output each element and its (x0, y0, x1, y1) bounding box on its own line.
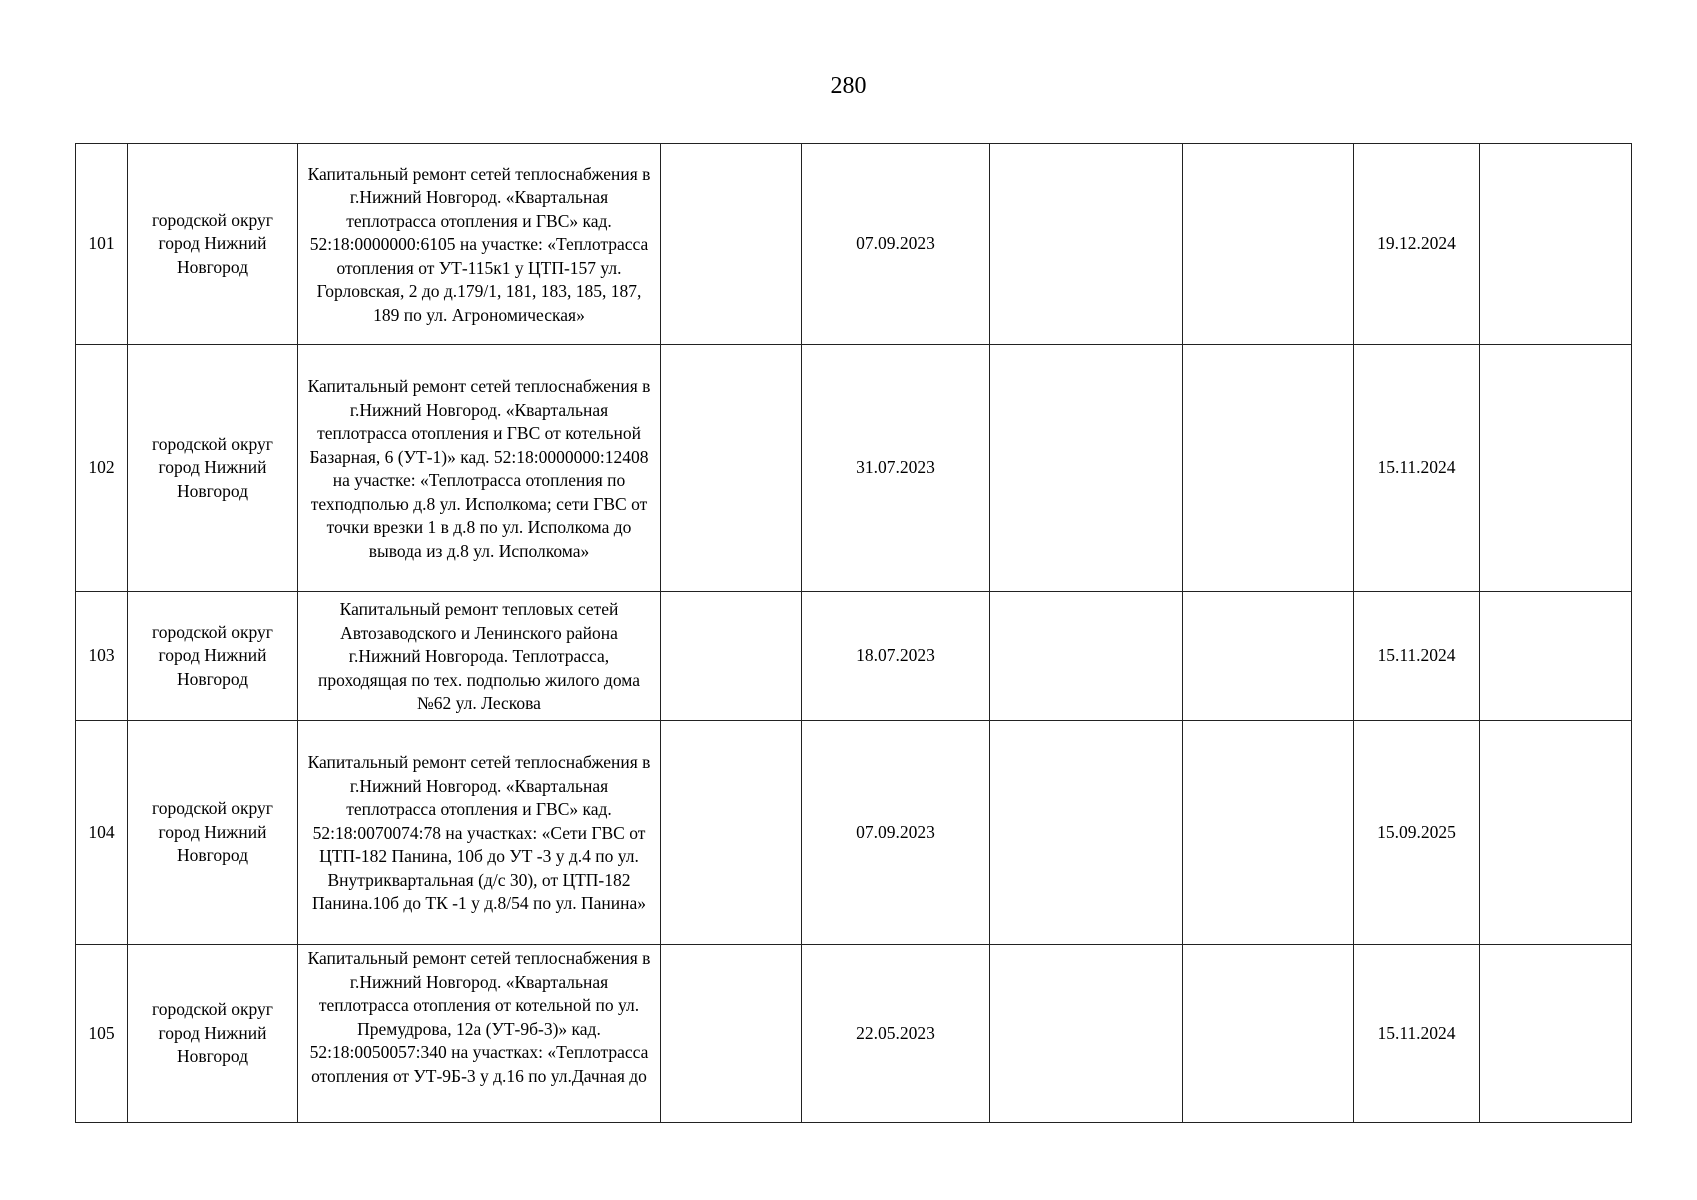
description-cell: Капитальный ремонт сетей теплоснабжения в г.Нижний Новгород. «Квартальная теплотрасса отопления и ГВС» кад. 52:18:0070074:78 на участках: «Сети ГВС от ЦТП-182 Панина, 10б до УТ -3 у д.4 по ул. Внутриквартальная (д/с 30), от ЦТП-182 Панина.10б до ТК -1 у д.8/54 по ул. Панина» (298, 721, 661, 945)
table-row (76, 721, 1632, 945)
empty-cell (1480, 945, 1632, 1123)
end-date-cell: 15.11.2024 (1354, 345, 1480, 592)
empty-cell (1183, 721, 1354, 945)
empty-cell (990, 945, 1183, 1123)
table-row (76, 945, 1632, 1123)
table-row (76, 592, 1632, 721)
empty-cell (1183, 144, 1354, 345)
end-date-cell: 15.09.2025 (1354, 721, 1480, 945)
row-number-cell: 101 (76, 144, 128, 345)
start-date-cell: 31.07.2023 (802, 345, 990, 592)
description-cell: Капитальный ремонт сетей теплоснабжения в г.Нижний Новгород. «Квартальная теплотрасса отопления и ГВС» кад. 52:18:0000000:6105 на участке: «Теплотрасса отопления от УТ-115к1 у ЦТП-157 ул. Горловская, 2 до д.179/1, 181, 183, 185, 187, 189 по ул. Агрономическая» (298, 144, 661, 345)
municipality-cell: городской округ город Нижний Новгород (128, 592, 298, 721)
row-number-cell: 104 (76, 721, 128, 945)
table-row (76, 345, 1632, 592)
empty-cell (1480, 592, 1632, 721)
empty-cell (990, 144, 1183, 345)
empty-cell (661, 345, 802, 592)
end-date-cell: 19.12.2024 (1354, 144, 1480, 345)
row-number-cell: 103 (76, 592, 128, 721)
empty-cell (661, 144, 802, 345)
empty-cell (1480, 144, 1632, 345)
empty-cell (661, 721, 802, 945)
start-date-cell: 22.05.2023 (802, 945, 990, 1123)
row-number-cell: 102 (76, 345, 128, 592)
empty-cell (990, 721, 1183, 945)
description-cell: Капитальный ремонт сетей теплоснабжения в г.Нижний Новгород. «Квартальная теплотрасса отопления и ГВС от котельной Базарная, 6 (УТ-1)» кад. 52:18:0000000:12408 на участке: «Теплотрасса отопления по техподполью д.8 ул. Исполкома; сети ГВС от точки врезки 1 в д.8 по ул. Исполкома до вывода из д.8 ул. Исполкома» (298, 345, 661, 592)
start-date-cell: 07.09.2023 (802, 721, 990, 945)
end-date-cell: 15.11.2024 (1354, 592, 1480, 721)
municipality-cell: городской округ город Нижний Новгород (128, 721, 298, 945)
municipality-cell: городской округ город Нижний Новгород (128, 945, 298, 1123)
empty-cell (990, 592, 1183, 721)
empty-cell (1183, 592, 1354, 721)
empty-cell (1183, 345, 1354, 592)
empty-cell (661, 592, 802, 721)
empty-cell (1183, 945, 1354, 1123)
empty-cell (990, 345, 1183, 592)
description-cell: Капитальный ремонт сетей теплоснабжения в г.Нижний Новгород. «Квартальная теплотрасса отопления от котельной по ул. Премудрова, 12а (УТ-9б-3)» кад. 52:18:0050057:340 на участках: «Теплотрасса отопления от УТ-9Б-3 у д.16 по ул.Дачная до (298, 945, 661, 1123)
description-cell: Капитальный ремонт тепловых сетей Автозаводского и Ленинского района г.Нижний Новгорода. Теплотрасса, проходящая по тех. подполью жилого дома №62 ул. Лескова (298, 592, 661, 721)
empty-cell (1480, 345, 1632, 592)
empty-cell (1480, 721, 1632, 945)
start-date-cell: 18.07.2023 (802, 592, 990, 721)
municipality-cell: городской округ город Нижний Новгород (128, 345, 298, 592)
page-number: 280 (830, 73, 867, 99)
table-row (76, 144, 1632, 345)
empty-cell (661, 945, 802, 1123)
end-date-cell: 15.11.2024 (1354, 945, 1480, 1123)
start-date-cell: 07.09.2023 (802, 144, 990, 345)
registry-table (75, 143, 1632, 1123)
row-number-cell: 105 (76, 945, 128, 1123)
municipality-cell: городской округ город Нижний Новгород (128, 144, 298, 345)
